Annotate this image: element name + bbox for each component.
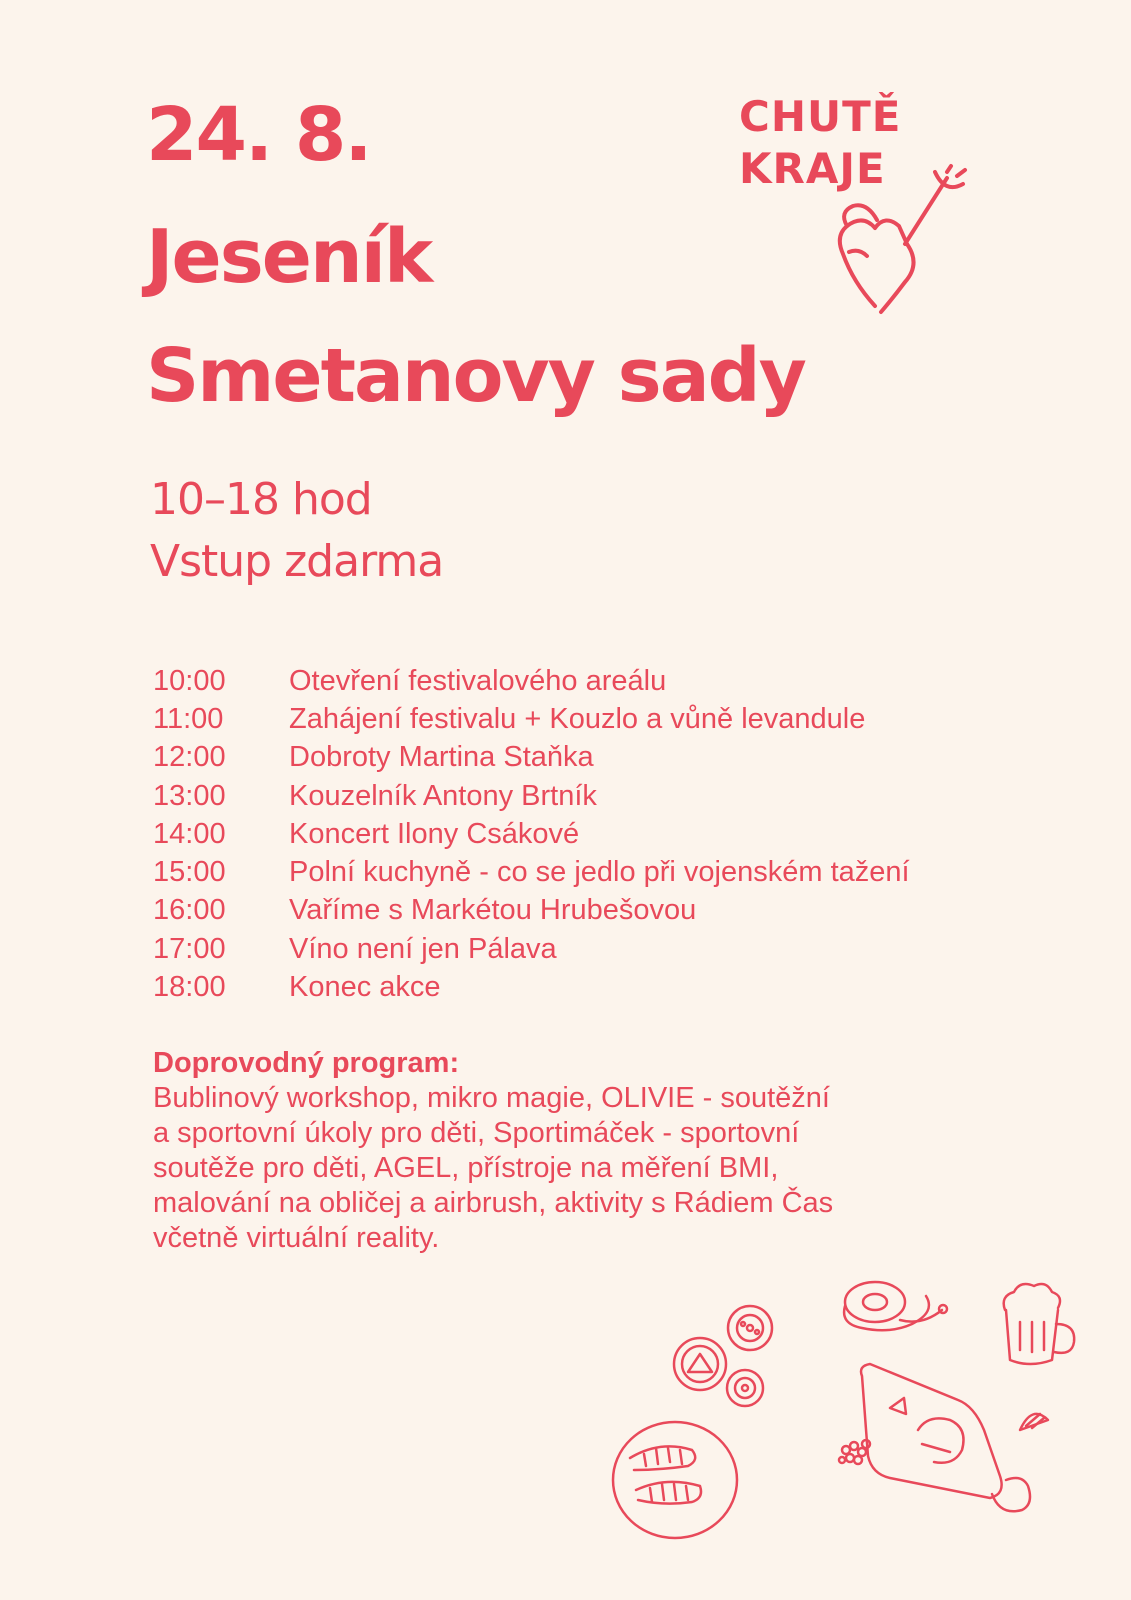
logo-line2: KRAJE — [739, 144, 886, 193]
schedule-event: Dobroty Martina Staňka — [289, 741, 594, 774]
sausage-icon — [844, 1282, 947, 1330]
logo-line1: CHUTĚ — [739, 92, 902, 141]
side-program — [153, 1046, 1013, 1256]
fork-hand-icon — [735, 76, 995, 316]
schedule-time: 16:00 — [153, 894, 226, 927]
schedule-event: Vaříme s Markétou Hrubešovou — [289, 894, 697, 927]
schedule-event: Polní kuchyně - co se jedlo při vojenském tažení — [289, 856, 910, 889]
event-hours: 10–18 hod — [150, 474, 372, 525]
schedule-row — [153, 968, 910, 1006]
schedule-row — [153, 777, 910, 815]
schedule-time: 12:00 — [153, 741, 226, 774]
orange-slice-icon — [1020, 1414, 1048, 1430]
side-program-line: a sportovní úkoly pro děti, Sportimáček - sportovní — [153, 1117, 800, 1149]
beer-mug-icon — [1004, 1284, 1074, 1364]
schedule-time: 18:00 — [153, 971, 226, 1004]
schedule-event: Otevření festivalového areálu — [289, 664, 667, 697]
schedule-event: Kouzelník Antony Brtník — [289, 779, 597, 812]
schedule-event: Koncert Ilony Csákové — [289, 817, 580, 850]
schedule-time: 14:00 — [153, 817, 226, 850]
schedule-row — [153, 739, 910, 777]
schedule-event: Konec akce — [289, 971, 441, 1004]
side-program-line: Bublinový workshop, mikro magie, OLIVIE - soutěžní — [153, 1082, 830, 1114]
schedule-time: 15:00 — [153, 856, 226, 889]
schedule-row — [153, 853, 910, 891]
cheese-board-icon — [839, 1364, 1030, 1511]
schedule-row — [153, 700, 910, 738]
schedule-time: 17:00 — [153, 932, 226, 965]
schedule-row — [153, 815, 910, 853]
shrimp-plate-icon — [613, 1422, 737, 1538]
schedule-event: Víno není jen Pálava — [289, 932, 557, 965]
schedule-time: 13:00 — [153, 779, 226, 812]
side-program-line: včetně virtuální reality. — [153, 1222, 440, 1254]
schedule-event: Zahájení festivalu + Kouzlo a vůně levandule — [289, 702, 866, 735]
logo — [735, 76, 995, 316]
schedule-list — [153, 662, 910, 1007]
schedule-row — [153, 930, 910, 968]
schedule-time: 10:00 — [153, 664, 226, 697]
side-program-line: malování na obličej a airbrush, aktivity s Rádiem Čas — [153, 1187, 834, 1219]
dish-icon — [674, 1306, 772, 1406]
event-entry: Vstup zdarma — [150, 536, 444, 587]
schedule-row — [153, 892, 910, 930]
event-city: Jeseník — [146, 214, 432, 300]
side-program-heading: Doprovodný program: — [153, 1047, 460, 1079]
event-date: 24. 8. — [146, 92, 371, 178]
schedule-row — [153, 662, 910, 700]
schedule-time: 11:00 — [153, 702, 224, 735]
side-program-line: soutěže pro děti, AGEL, přístroje na měření BMI, — [153, 1152, 779, 1184]
food-doodle-illustration — [600, 1280, 1131, 1600]
event-venue: Smetanovy sady — [146, 333, 805, 419]
